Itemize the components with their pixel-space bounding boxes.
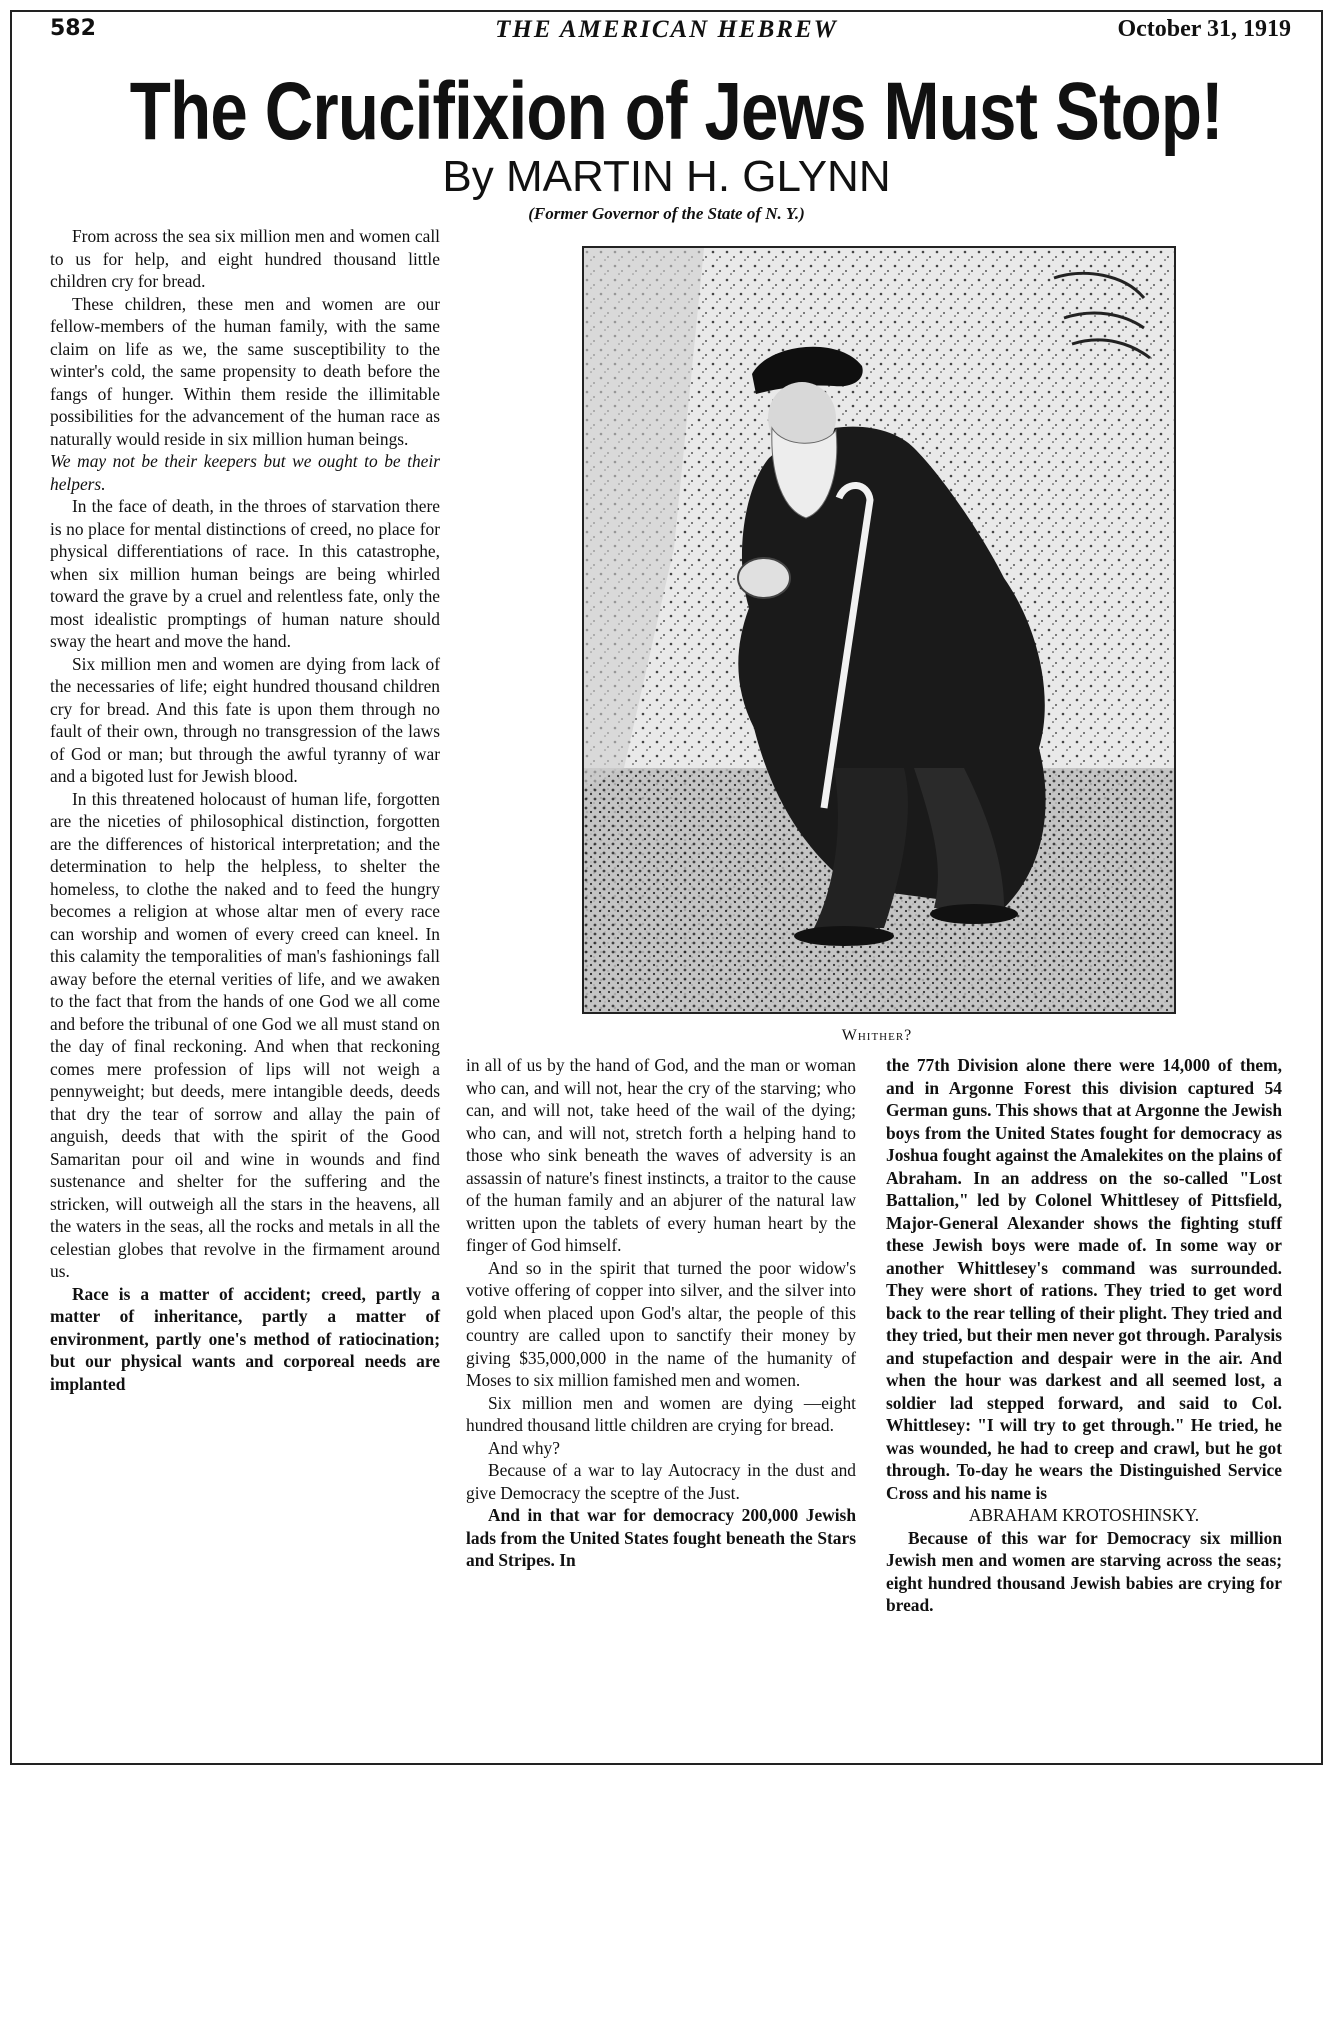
author-title: (Former Governor of the State of N. Y.) xyxy=(528,204,805,223)
soldier-name: ABRAHAM KROTOSHINSKY. xyxy=(968,1505,1200,1525)
illustration-drawing xyxy=(584,248,1174,1012)
paragraph: Race is a matter of accident; creed, partly a matter of inheritance, partly a matter of environment, partly one's method of ratiocination; but our physical wants and corporeal needs are implanted xyxy=(50,1283,440,1394)
paragraph: Because of this war for Democracy six million Jewish men and women are starving across the seas; eight hundred thousand Jewish babies are crying for bread. xyxy=(886,1527,1282,1615)
article-headline: The Crucifixion of Jews Must Stop! xyxy=(129,66,1223,157)
paragraph: In the face of death, in the throes of starvation there is no place for mental distinctions of creed, no place for physical differentiations of race. In this catastrophe, when six million human beings are being whirled toward the grave by a cruel and relentless fate, only the most idealistic promptings of human nature should sway the heart and move the hand. xyxy=(50,496,440,651)
paragraph: From across the sea six million men and women call to us for help, and eight hundred thousand little children cry for bread. xyxy=(50,226,440,291)
paragraph: And so in the spirit that turned the poor widow's votive offering of copper into silver, and the silver into gold when placed upon God's altar, the people of this country are called upon to sanctify their money by giving $35,000,000 in the name of the humanity of Moses to six million famished men and women. xyxy=(466,1257,856,1390)
paragraph: These children, these men and women are our fellow-members of the human family, with the same claim on life as we, the same susceptibility to the winter's cold, the same propensity to death before the fangs of hunger. Within them reside the illimitable possibilities for the advancement of the human race as naturally would reside in six million human beings. xyxy=(50,293,440,449)
article-column-3 xyxy=(886,1054,1282,1617)
issue-date: October 31, 1919 xyxy=(1117,16,1291,42)
paragraph: the 77th Division alone there were 14,000 of them, and in Argonne Forest this division captured 54 German guns. This shows that at Argonne the Jewish boys from the United States fought for democracy as Joshua fought against the Amalekites on the plains of Abraham. In an address on the so-called "Lost Battalion," led by Colonel Whittlesey of Pittsfield, Major-General Alexander shows the fighting stuff these Jewish boys were made of. In some way or another Whittlesey's command was surrounded. They were short of rations. They tried to get word back to the rear telling of their plight. They tried and they tried, but their men never got through. Paralysis and stupefaction and despair were in the air. And when the hour was darkest and all seemed lost, a soldier lad stepped forward, and said to Col. Whittlesey: "I will try to get through." He tried, he was wounded, he had to creep and crawl, but he got through. To-day he wears the Distinguished Service Cross and his name is xyxy=(886,1055,1282,1503)
article-byline: By MARTIN H. GLYNN xyxy=(442,152,891,201)
paragraph: in all of us by the hand of God, and the man or woman who can, and will not, hear the cry of the starving; who can, and will not, take heed of the wail of the dying; who can, and will not, stretch forth a helping hand to those who sink beneath the waves of adversity is an assassin of nature's finest instincts, a traitor to the cause of the human family and an abjurer of the natural law written upon the tablets of every human heart by the finger of God himself. xyxy=(466,1055,856,1255)
illustration-old-man xyxy=(582,246,1176,1014)
paragraph: Six million men and women are dying —eight hundred thousand little children are crying for bread. xyxy=(466,1392,856,1435)
page-number: 582 xyxy=(50,16,96,41)
article-column-2 xyxy=(466,1054,856,1572)
paragraph: In this threatened holocaust of human life, forgotten are the niceties of philosophical distinction, forgotten are the differences of historical interpretation; and the determination to help the helpless, to shelter the homeless, to clothe the naked and to feed the hungry becomes a religion at whose altar men of every race can worship and women of every creed can kneel. In this calamity the temporalities of man's fashionings fall away before the eternal verities of life, and we awaken to the fact that from the hands of one God we all come and before the tribunal of one God we all must stand on the day of final reckoning. And when that reckoning comes mere profession of lips will not weigh a pennyweight; but deeds, mere intangible deeds, deeds that dry the tear of sorrow and allay the pain of anguish, deeds that with the spirit of the Good Samaritan pour oil and wine in wounds and find sustenance and shelter for the suffering and the stricken, will outweigh all the stars in the heavens, all the waters in the seas, all the rocks and metals in all the celestian globes that revolve in the firmament around us. xyxy=(50,788,440,1281)
paragraph: Because of a war to lay Autocracy in the dust and give Democracy the sceptre of the Just. xyxy=(466,1460,856,1503)
paragraph: Six million men and women are dying from lack of the necessaries of life; eight hundred thousand children cry for bread. And this fate is upon them through no fault of their own, through no transgression of the laws of God or man; but through the awful tyranny of war and a bigoted lust for Jewish blood. xyxy=(50,653,440,786)
italic-paragraph: We may not be their keepers but we ought to be their helpers. xyxy=(50,451,440,494)
figure-caption: Whither? xyxy=(841,1027,913,1044)
article-column-1 xyxy=(50,225,440,1395)
paragraph: And in that war for democracy 200,000 Jewish lads from the United States fought beneath the Stars and Stripes. In xyxy=(466,1505,856,1570)
publication-name: THE AMERICAN HEBREW xyxy=(495,16,838,43)
paragraph: And why? xyxy=(488,1437,560,1458)
